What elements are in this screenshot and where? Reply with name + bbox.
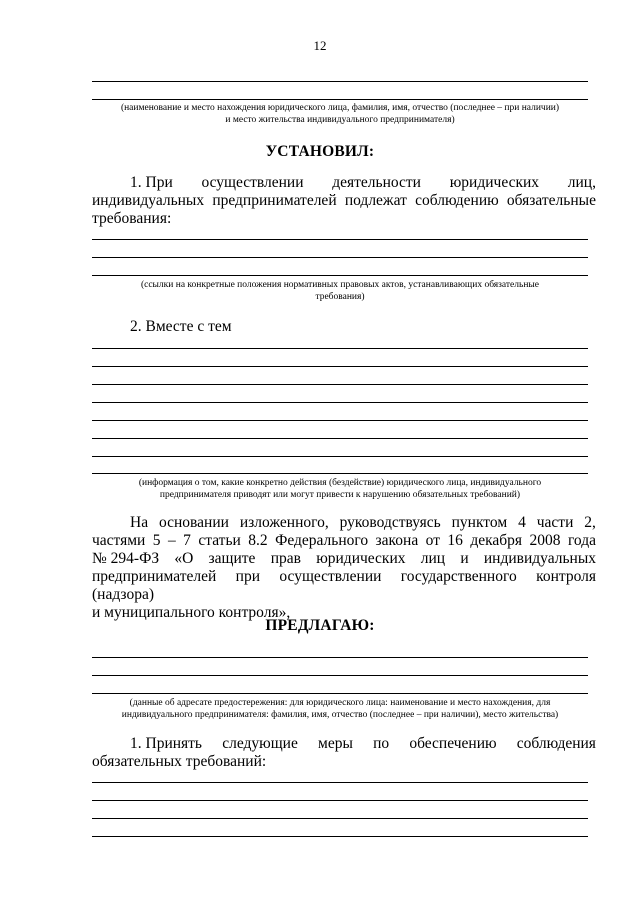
word: индивидуальных — [92, 192, 205, 209]
blank-line — [92, 81, 588, 82]
page-number: 12 — [313, 38, 327, 53]
word: пунктом — [451, 514, 508, 531]
word: от — [425, 532, 440, 549]
word: «О — [174, 550, 194, 567]
addressee-caption — [92, 697, 588, 721]
caption-line: (наименование и место нахождения юридического лица, фамилия, имя, отчество (последнее – при наличии) — [120, 103, 560, 113]
caption-line: индивидуального предпринимателя: фамилия, имя, отчество (последнее – при наличии), место жительства) — [121, 710, 559, 720]
word: Федерального — [275, 532, 369, 549]
heading-established: УСТАНОВИЛ: — [265, 143, 375, 160]
word: 1. Принять — [130, 735, 203, 752]
word: по — [373, 735, 390, 752]
measures-line-1 — [92, 735, 596, 753]
blank-line — [92, 420, 588, 421]
word: 8.2 — [248, 532, 268, 549]
caption-line: предпринимателя приводят или могут привести к нарушению обязательных требований) — [159, 490, 521, 500]
word: руководствуясь — [339, 514, 441, 531]
word: 16 — [447, 532, 463, 549]
word: лиц — [420, 550, 446, 567]
measures-paragraph — [92, 735, 596, 771]
blank-line — [92, 473, 588, 474]
word: следующие — [222, 735, 298, 752]
blank-line — [92, 456, 588, 457]
blank-line — [92, 239, 588, 240]
word: № 294-ФЗ — [92, 550, 160, 567]
word: года — [567, 532, 596, 549]
word: 4 — [518, 514, 526, 531]
blank-line — [92, 818, 588, 819]
word: соблюдения — [516, 735, 596, 752]
word: – — [167, 532, 176, 549]
word: 5 — [152, 532, 161, 549]
word: деятельности — [332, 174, 421, 191]
word: декабря — [470, 532, 523, 549]
basis-line-5: и муниципального контроля», — [92, 604, 291, 621]
blank-line — [92, 782, 588, 783]
word: предпринимателей — [212, 192, 337, 209]
word: защите — [208, 550, 256, 567]
item-1-paragraph — [92, 174, 596, 228]
word: основании — [159, 514, 229, 531]
word: подлежат — [344, 192, 407, 209]
word: юридических — [316, 550, 406, 567]
caption-line: (данные об адресате предостережения: для юридического лица: наименование и место нахождения, для — [129, 698, 551, 708]
word: индивидуальных — [483, 550, 596, 567]
word: соблюдению — [415, 192, 499, 209]
caption-line: требования) — [315, 292, 365, 302]
blank-line — [92, 438, 588, 439]
word: изложенного, — [239, 514, 329, 531]
word: 1. При — [130, 174, 173, 191]
item-1-line-3: требования: — [92, 210, 172, 227]
item-2-paragraph — [92, 318, 596, 336]
item-2-text: 2. Вместе с тем — [130, 318, 232, 335]
item-1-line-1 — [92, 174, 596, 192]
basis-line-3 — [92, 550, 596, 568]
word: прав — [270, 550, 301, 567]
word: частями — [92, 532, 146, 549]
word: лиц, — [567, 174, 596, 191]
word: 7 — [183, 532, 191, 549]
word: меры — [318, 735, 353, 752]
word: 2, — [584, 514, 596, 531]
caption-line: и место жительства индивидуального предпринимателя) — [225, 115, 455, 125]
blank-line — [92, 693, 588, 694]
basis-line-4: предпринимателей при осуществлении государственного контроля (надзора) — [92, 568, 596, 603]
word: осуществлении — [201, 174, 304, 191]
blank-line — [92, 836, 588, 837]
word: статьи — [198, 532, 241, 549]
blank-line — [92, 99, 588, 100]
heading-propose: ПРЕДЛАГАЮ: — [265, 617, 375, 634]
word: обязательные — [506, 192, 596, 209]
word: и — [460, 550, 469, 567]
information-caption — [92, 477, 588, 501]
references-caption — [92, 279, 588, 303]
word: обеспечению — [409, 735, 497, 752]
item-1-line-2 — [92, 192, 596, 210]
word: 2008 — [529, 532, 561, 549]
blank-line — [92, 657, 588, 658]
measures-line-2: обязательных требований: — [92, 753, 267, 770]
basis-paragraph — [92, 514, 596, 622]
word: закона — [375, 532, 419, 549]
blank-line — [92, 275, 588, 276]
blank-line — [92, 257, 588, 258]
blank-line — [92, 675, 588, 676]
blank-line — [92, 402, 588, 403]
blank-line — [92, 366, 588, 367]
blank-line — [92, 800, 588, 801]
caption-line: (информация о том, какие конкретно действия (бездействие) юридического лица, индивидуального — [138, 478, 542, 488]
blank-line — [92, 384, 588, 385]
word: части — [536, 514, 574, 531]
basis-line-1 — [92, 514, 596, 532]
header-caption — [92, 102, 588, 126]
word: юридических — [449, 174, 540, 191]
caption-line: (ссылки на конкретные положения нормативных правовых актов, устанавливающих обязательные — [140, 280, 540, 290]
word: На — [130, 514, 149, 531]
basis-line-2 — [92, 532, 596, 550]
blank-line — [92, 348, 588, 349]
